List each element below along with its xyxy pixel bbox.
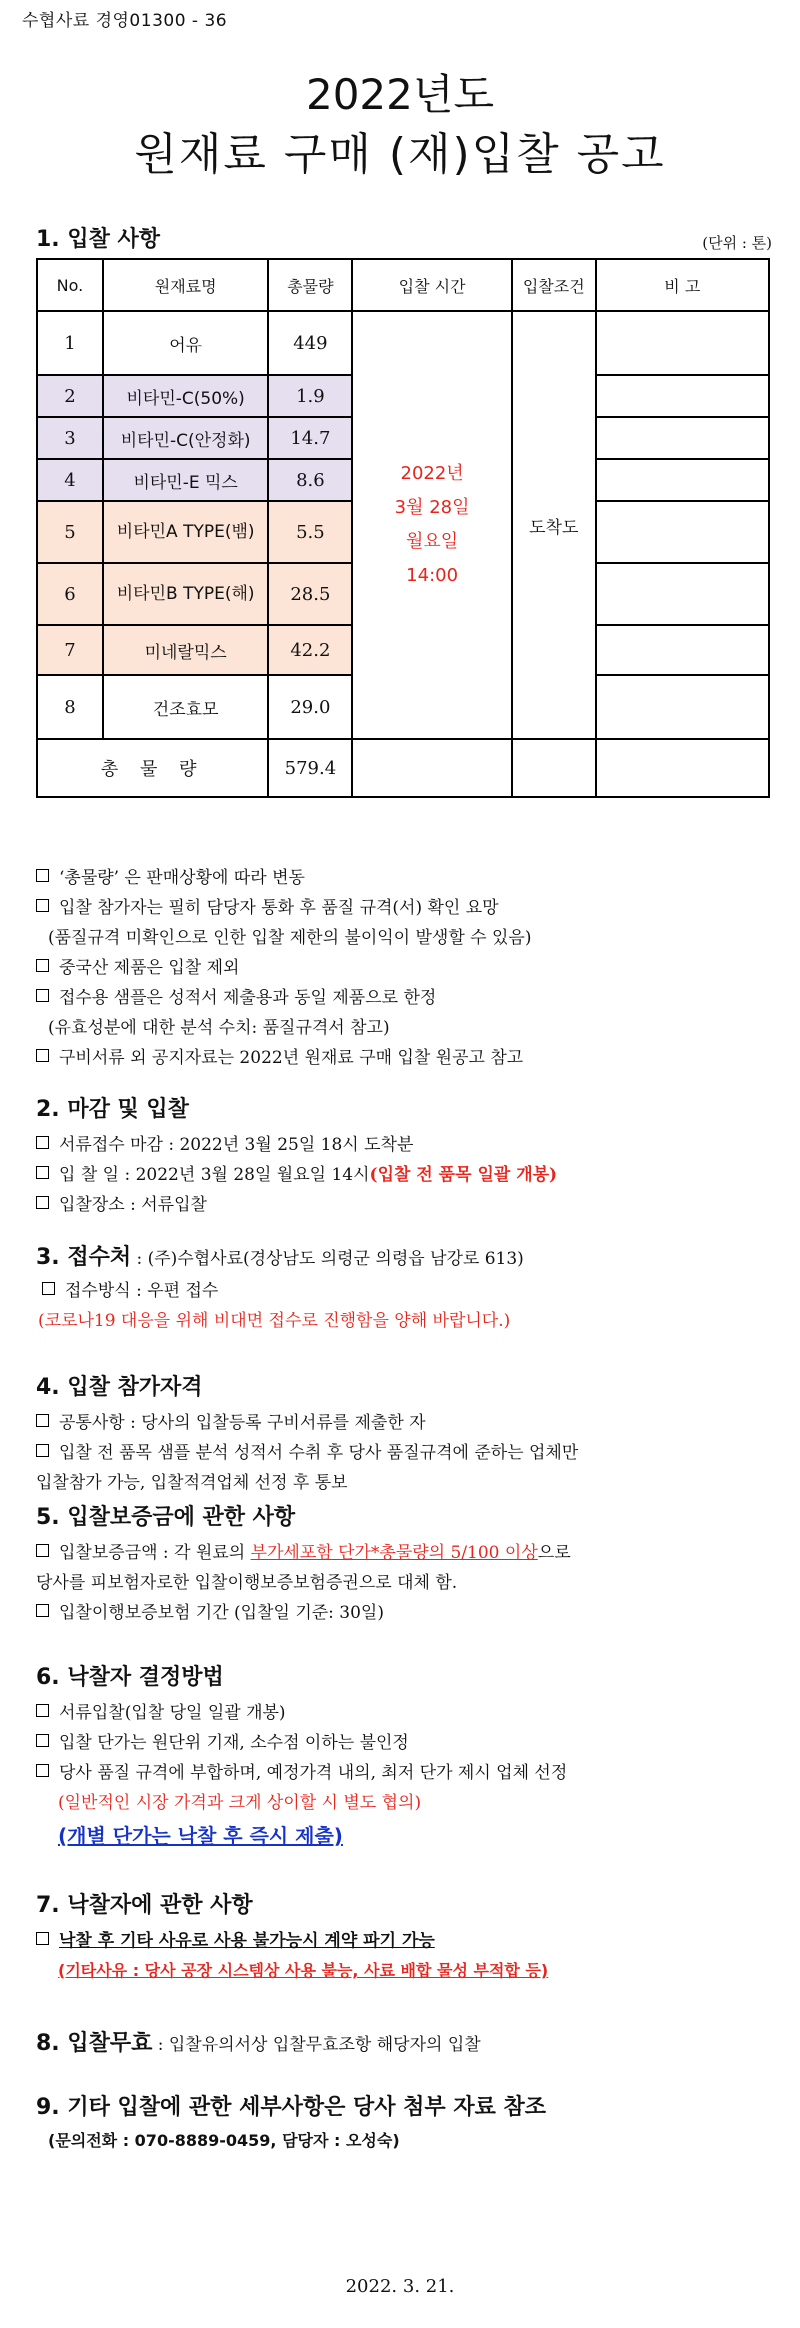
remarks-cell [596, 459, 769, 501]
table-header-row [37, 259, 769, 311]
col-header: No. [37, 259, 103, 311]
section4-heading: 4. 입찰 참가자격 [36, 1375, 203, 1400]
deposit-line: 입찰이행보증보험 기간 (입찰일 기준: 30일) [36, 1598, 384, 1623]
col-header: 입찰 시간 [352, 259, 512, 311]
note-item: 입찰 참가자는 필히 담당자 통화 후 품질 규격(서) 확인 요망 [36, 893, 499, 918]
remarks-cell [596, 563, 769, 625]
total-label: 총 물 량 [37, 739, 268, 797]
checkbox-icon [36, 1704, 49, 1717]
bid-date-line: 입 찰 일 : 2022년 3월 28일 월요일 14시(입찰 전 품목 일괄 개봉) [36, 1160, 557, 1185]
col-header: 원재료명 [103, 259, 269, 311]
remarks-cell [596, 501, 769, 563]
contact-line: (문의전화 : 070-8889-0459, 담당자 : 오성숙) [48, 2131, 400, 2150]
quantity: 449 [268, 311, 352, 375]
bid-table [36, 258, 770, 798]
bid-date: 3월 28일 [394, 497, 470, 518]
quantity: 42.2 [268, 625, 352, 675]
material-name: 어유 [103, 311, 269, 375]
note-item: (유효성분에 대한 분석 수치: 품질규격서 참고) [48, 1018, 390, 1038]
total-row [37, 739, 769, 797]
material-name: 건조효모 [103, 675, 269, 739]
section9-heading: 9. 기타 입찰에 관한 세부사항은 당사 첨부 자료 참조 [36, 2095, 546, 2120]
note-item: 중국산 제품은 입찰 제외 [36, 953, 239, 978]
receipt-method-line: 접수방식 : 우편 접수 [42, 1276, 218, 1301]
contract-cancel-line: 낙찰 후 기타 사유로 사용 불가능시 계약 파기 가능 [36, 1926, 435, 1951]
covid-notice: (코로나19 대응을 위해 비대면 접수로 진행함을 양해 바랍니다.) [38, 1311, 511, 1331]
row-no: 7 [37, 625, 103, 675]
other-reason-note: (기타사유 : 당사 공장 시스템상 사용 불능, 사료 배합 물성 부적합 등) [58, 1961, 549, 1980]
material-name: 비타민A TYPE(뱀) [103, 501, 269, 563]
checkbox-icon [36, 1544, 49, 1557]
table-row [37, 311, 769, 375]
checkbox-icon [36, 1734, 49, 1747]
checkbox-icon [42, 1282, 55, 1295]
section1-heading: 1. 입찰 사항 [36, 227, 160, 252]
qualification-line: 입찰참가 가능, 입찰적격업체 선정 후 통보 [36, 1473, 348, 1493]
col-header: 비 고 [596, 259, 769, 311]
quantity: 1.9 [268, 375, 352, 417]
remarks-cell [596, 417, 769, 459]
material-name: 비타민-E 믹스 [103, 459, 269, 501]
bid-hour: 14:00 [406, 565, 459, 586]
total-empty-cell [512, 739, 596, 797]
checkbox-icon [36, 1049, 49, 1062]
deadline-line: 서류접수 마감 : 2022년 3월 25일 18시 도착분 [36, 1130, 413, 1155]
quantity: 28.5 [268, 563, 352, 625]
row-no: 4 [37, 459, 103, 501]
section6-heading: 6. 낙찰자 결정방법 [36, 1665, 224, 1690]
checkbox-icon [36, 1166, 49, 1179]
remarks-cell [596, 311, 769, 375]
bid-place-line: 입찰장소 : 서류입찰 [36, 1190, 207, 1215]
note-item: 접수용 샘플은 성적서 제출용과 동일 제품으로 한정 [36, 983, 436, 1008]
checkbox-icon [36, 1196, 49, 1209]
checkbox-icon [36, 1932, 49, 1945]
award-method-line: 입찰 단가는 원단위 기재, 소수점 이하는 불인정 [36, 1728, 409, 1753]
bid-condition: 도착도 [512, 311, 596, 739]
title-year: 2022년도 [305, 70, 495, 119]
checkbox-icon [36, 869, 49, 882]
quantity: 29.0 [268, 675, 352, 739]
section2-heading: 2. 마감 및 입찰 [36, 1097, 189, 1122]
material-name: 비타민B TYPE(해) [103, 563, 269, 625]
unit-label: (단위 : 톤) [702, 234, 772, 252]
issue-date: 2022. 3. 21. [345, 2276, 455, 2297]
page-title: 원재료 구매 (재)입찰 공고 [134, 129, 666, 180]
checkbox-icon [36, 1414, 49, 1427]
deposit-line: 당사를 피보험자로한 입찰이행보증보험증권으로 대체 함. [36, 1573, 458, 1593]
checkbox-icon [36, 1604, 49, 1617]
col-header: 총물량 [268, 259, 352, 311]
award-method-note: (일반적인 시장 가격과 크게 상이할 시 별도 협의) [58, 1793, 422, 1813]
row-no: 5 [37, 501, 103, 563]
award-method-line: 서류입찰(입찰 당일 일괄 개봉) [36, 1698, 286, 1723]
bid-time-cell [352, 311, 512, 739]
qualification-line: 공통사항 : 당사의 입찰등록 구비서류를 제출한 자 [36, 1408, 426, 1433]
material-name: 미네랄믹스 [103, 625, 269, 675]
row-no: 3 [37, 417, 103, 459]
checkbox-icon [36, 899, 49, 912]
remarks-cell [596, 675, 769, 739]
section5-heading: 5. 입찰보증금에 관한 사항 [36, 1505, 296, 1530]
row-no: 8 [37, 675, 103, 739]
qualification-line: 입찰 전 품목 샘플 분석 성적서 수취 후 당사 품질규격에 준하는 업체만 [36, 1438, 578, 1463]
material-name: 비타민-C(50%) [103, 375, 269, 417]
deposit-line: 입찰보증금액 : 각 원료의 부가세포함 단가*총물량의 5/100 이상으로 [36, 1538, 571, 1563]
row-no: 6 [37, 563, 103, 625]
award-method-line: 당사 품질 규격에 부합하며, 예정가격 내의, 최저 단가 제시 업체 선정 [36, 1758, 567, 1783]
total-value: 579.4 [268, 739, 352, 797]
section7-heading: 7. 낙찰자에 관한 사항 [36, 1893, 253, 1918]
checkbox-icon [36, 1444, 49, 1457]
section3-heading: 3. 접수처 : (주)수협사료(경상남도 의령군 의령읍 남강로 613) [36, 1245, 524, 1270]
row-no: 2 [37, 375, 103, 417]
quantity: 5.5 [268, 501, 352, 563]
total-empty-cell [596, 739, 769, 797]
row-no: 1 [37, 311, 103, 375]
bid-year: 2022년 [400, 463, 464, 484]
note-item: 구비서류 외 공지자료는 2022년 원재료 구매 입찰 원공고 참고 [36, 1043, 523, 1068]
quantity: 8.6 [268, 459, 352, 501]
note-item: ‘총물량’ 은 판매상황에 따라 변동 [36, 863, 305, 888]
checkbox-icon [36, 989, 49, 1002]
checkbox-icon [36, 1764, 49, 1777]
document-number: 수협사료 경영01300 - 36 [22, 11, 228, 31]
material-name: 비타민-C(안정화) [103, 417, 269, 459]
checkbox-icon [36, 1136, 49, 1149]
unit-price-notice: (개별 단가는 낙찰 후 즉시 제출) [58, 1824, 343, 1848]
bid-weekday: 월요일 [406, 531, 459, 552]
remarks-cell [596, 375, 769, 417]
total-empty-cell [352, 739, 512, 797]
note-item: (품질규격 미확인으로 인한 입찰 제한의 불이익이 발생할 수 있음) [48, 928, 532, 948]
col-header: 입찰조건 [512, 259, 596, 311]
checkbox-icon [36, 959, 49, 972]
section8-heading: 8. 입찰무효 : 입찰유의서상 입찰무효조항 해당자의 입찰 [36, 2031, 481, 2056]
remarks-cell [596, 625, 769, 675]
quantity: 14.7 [268, 417, 352, 459]
